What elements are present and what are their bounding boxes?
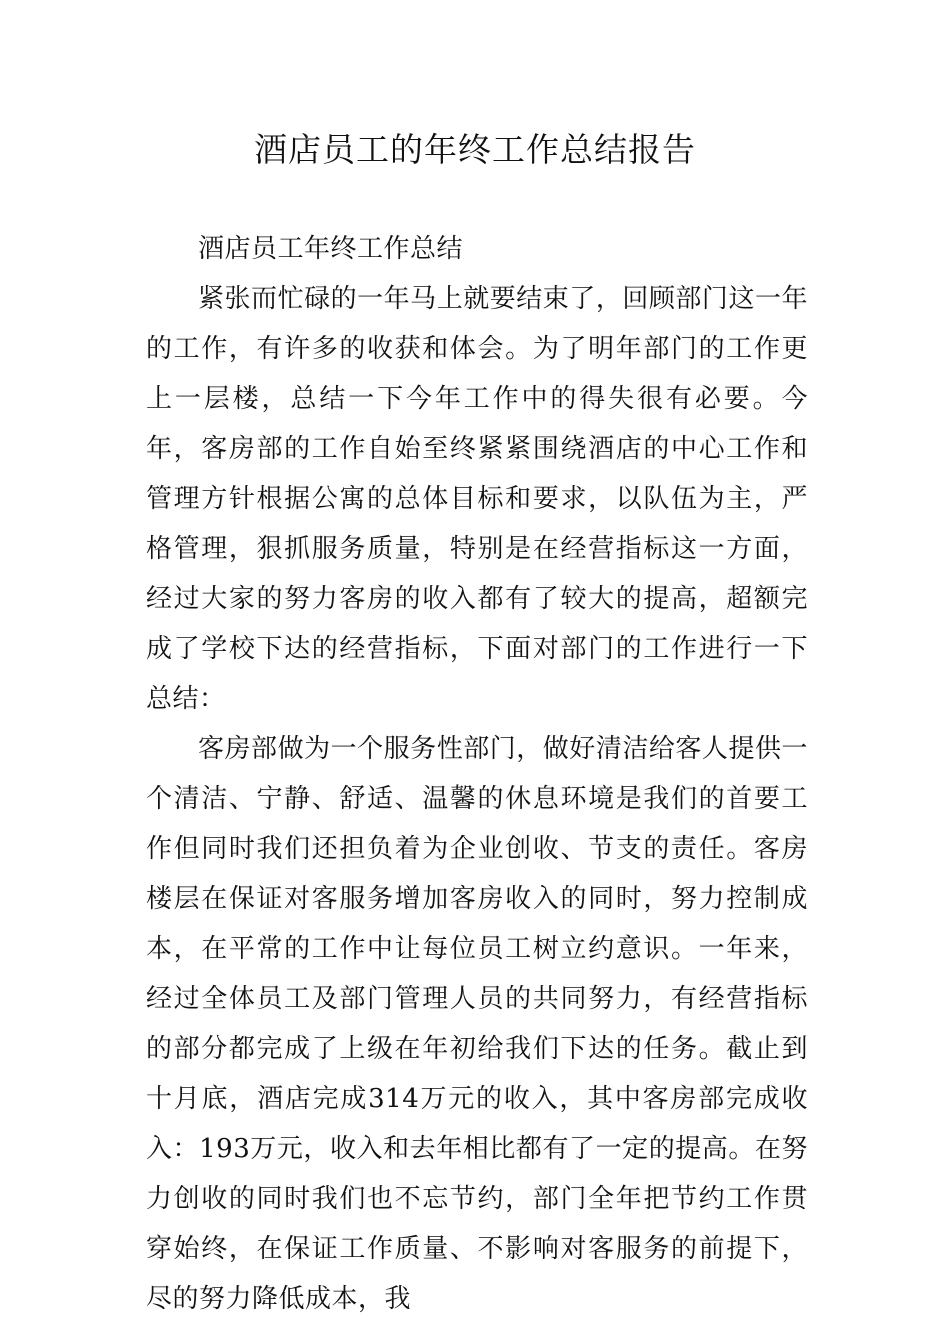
subtitle-paragraph: 酒店员工年终工作总结 (198, 234, 464, 264)
body-paragraph: 客房部做为一个服务性部门，做好清洁给客人提供一个清洁、宁静、舒适、温馨的休息环境是我们的首要工作但同时我们还担负着为企业创收、节支的责任。客房楼层在保证对客服务增加客房收入的同时，努力控制成本，在平常的工作中让每位员工树立约意识。一年来，经过全体员工及部门管理人员的共同努力，有经营指标的部分都完成了上级在年初给我们下达的任务。截止到十月底，酒店完成314万元的收入，其中客房部完成收入：193万元，收入和去年相比都有了一定的提高。在努力创收的同时我们也不忘节约，部门全年把节约工作贯穿始终，在保证工作质量、不影响对客服务的前提下，尽的努力降低成本，我 (146, 734, 808, 1314)
body-paragraph: 紧张而忙碌的一年马上就要结束了，回顾部门这一年的工作，有许多的收获和体会。为了明年部门的工作更上一层楼，总结一下今年工作中的得失很有必要。今年，客房部的工作自始至终紧紧围绕酒店的中心工作和管理方针根据公寓的总体目标和要求，以队伍为主，严格管理，狠抓服务质量，特别是在经营指标这一方面，经过大家的努力客房的收入都有了较大的提高，超额完成了学校下达的经营指标，下面对部门的工作进行一下总结： (146, 284, 808, 714)
document-body (146, 224, 808, 1324)
document-title: 酒店员工的年终工作总结报告 (254, 130, 696, 169)
